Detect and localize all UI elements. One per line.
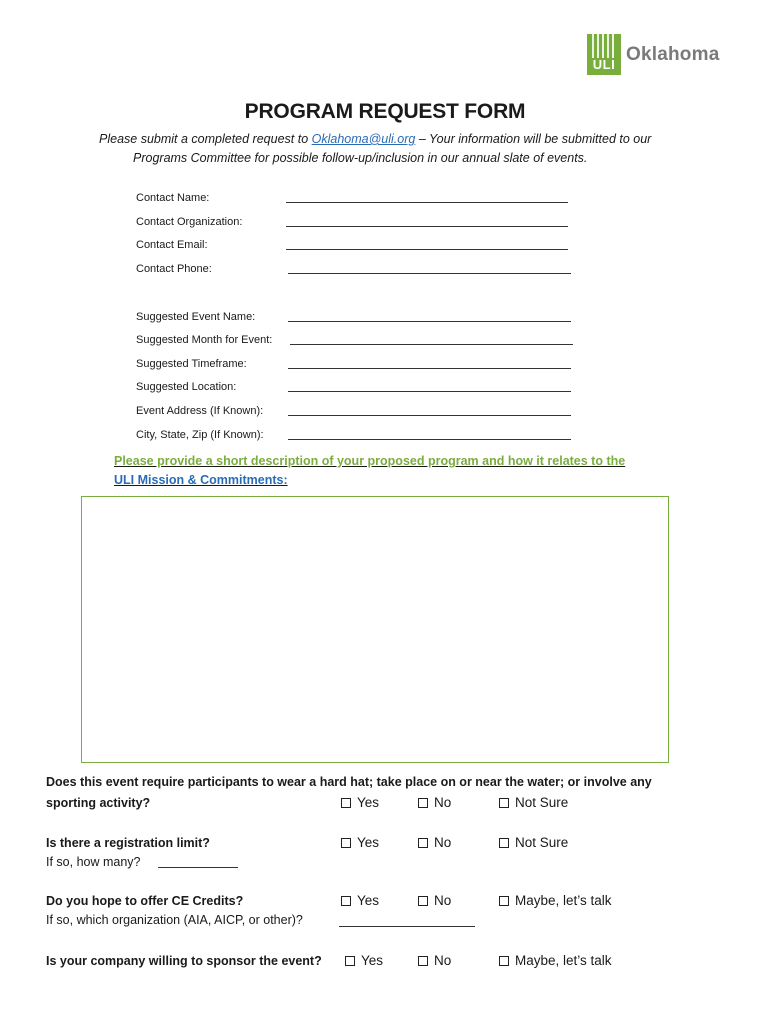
checkbox-icon[interactable] [499, 896, 509, 906]
ce-credits-sub: If so, which organization (AIA, AICP, or other)? [46, 913, 303, 927]
question-registration-limit: Is there a registration limit? [46, 836, 210, 850]
event-address-field[interactable] [288, 415, 571, 416]
intro-text [99, 130, 739, 168]
event-timeframe-label: Suggested Timeframe: [136, 358, 247, 370]
contact-phone-field[interactable] [288, 273, 571, 274]
uli-logo-mark [587, 34, 621, 75]
event-name-label: Suggested Event Name: [136, 311, 256, 323]
page-title: PROGRAM REQUEST FORM [244, 100, 526, 123]
intro-suffix: – Your information will be submitted to our [415, 132, 652, 146]
ce-organization-field[interactable] [339, 926, 475, 927]
email-link[interactable]: Oklahoma@uli.org [311, 132, 416, 146]
intro-prefix: Please submit a completed request to [99, 132, 312, 146]
city-state-zip-field[interactable] [288, 439, 571, 440]
contact-name-field[interactable] [286, 202, 568, 203]
checkbox-icon[interactable] [499, 956, 509, 966]
event-location-label: Suggested Location: [136, 381, 237, 393]
event-timeframe-field[interactable] [288, 368, 571, 369]
q1-yes-option[interactable]: Yes [341, 795, 379, 810]
event-location-field[interactable] [288, 391, 571, 392]
description-textarea[interactable] [81, 496, 669, 763]
contact-name-label: Contact Name: [136, 192, 210, 204]
event-month-field[interactable] [290, 344, 573, 345]
checkbox-icon[interactable] [499, 798, 509, 808]
event-address-label: Event Address (If Known): [136, 405, 264, 417]
uli-oklahoma-logo [587, 34, 719, 75]
checkbox-icon[interactable] [418, 896, 428, 906]
contact-organization-field[interactable] [286, 226, 568, 227]
q1-no-option[interactable]: No [418, 795, 451, 810]
logo-mark-text: ULI [592, 57, 616, 72]
registration-limit-sub: If so, how many? [46, 855, 141, 869]
question-ce-credits: Do you hope to offer CE Credits? [46, 894, 244, 908]
question-sponsor: Is your company willing to sponsor the event? [46, 954, 322, 968]
description-prompt-line2: ULI Mission & Commitments: [114, 473, 288, 487]
q4-no-option[interactable]: No [418, 953, 451, 968]
q2-yes-option[interactable]: Yes [341, 835, 379, 850]
question-hazard-line2: sporting activity? [46, 796, 151, 810]
q3-maybe-option[interactable]: Maybe, let’s talk [499, 893, 612, 908]
intro-line2: Programs Committee for possible follow-up/inclusion in our annual slate of events. [133, 151, 588, 165]
checkbox-icon[interactable] [341, 798, 351, 808]
q3-no-option[interactable]: No [418, 893, 451, 908]
description-prompt-line1: Please provide a short description of your proposed program and how it relates to the [114, 454, 626, 468]
event-month-label: Suggested Month for Event: [136, 334, 273, 346]
event-name-field[interactable] [288, 321, 571, 322]
q1-not-sure-option[interactable]: Not Sure [499, 795, 568, 810]
contact-organization-label: Contact Organization: [136, 216, 243, 228]
q2-not-sure-option[interactable]: Not Sure [499, 835, 568, 850]
contact-phone-label: Contact Phone: [136, 263, 212, 275]
q3-yes-option[interactable]: Yes [341, 893, 379, 908]
contact-email-label: Contact Email: [136, 239, 208, 251]
registration-limit-field[interactable] [158, 867, 238, 868]
q4-maybe-option[interactable]: Maybe, let’s talk [499, 953, 612, 968]
checkbox-icon[interactable] [341, 896, 351, 906]
checkbox-icon[interactable] [418, 838, 428, 848]
city-state-zip-label: City, State, Zip (If Known): [136, 429, 264, 441]
logo-text: Oklahoma [626, 43, 720, 65]
q4-yes-option[interactable]: Yes [345, 953, 383, 968]
checkbox-icon[interactable] [499, 838, 509, 848]
checkbox-icon[interactable] [418, 798, 428, 808]
question-hazard-line1: Does this event require participants to wear a hard hat; take place on or near the water; or involve any [46, 775, 652, 789]
checkbox-icon[interactable] [418, 956, 428, 966]
checkbox-icon[interactable] [341, 838, 351, 848]
contact-email-field[interactable] [286, 249, 568, 250]
description-prompt [114, 452, 674, 490]
checkbox-icon[interactable] [345, 956, 355, 966]
q2-no-option[interactable]: No [418, 835, 451, 850]
